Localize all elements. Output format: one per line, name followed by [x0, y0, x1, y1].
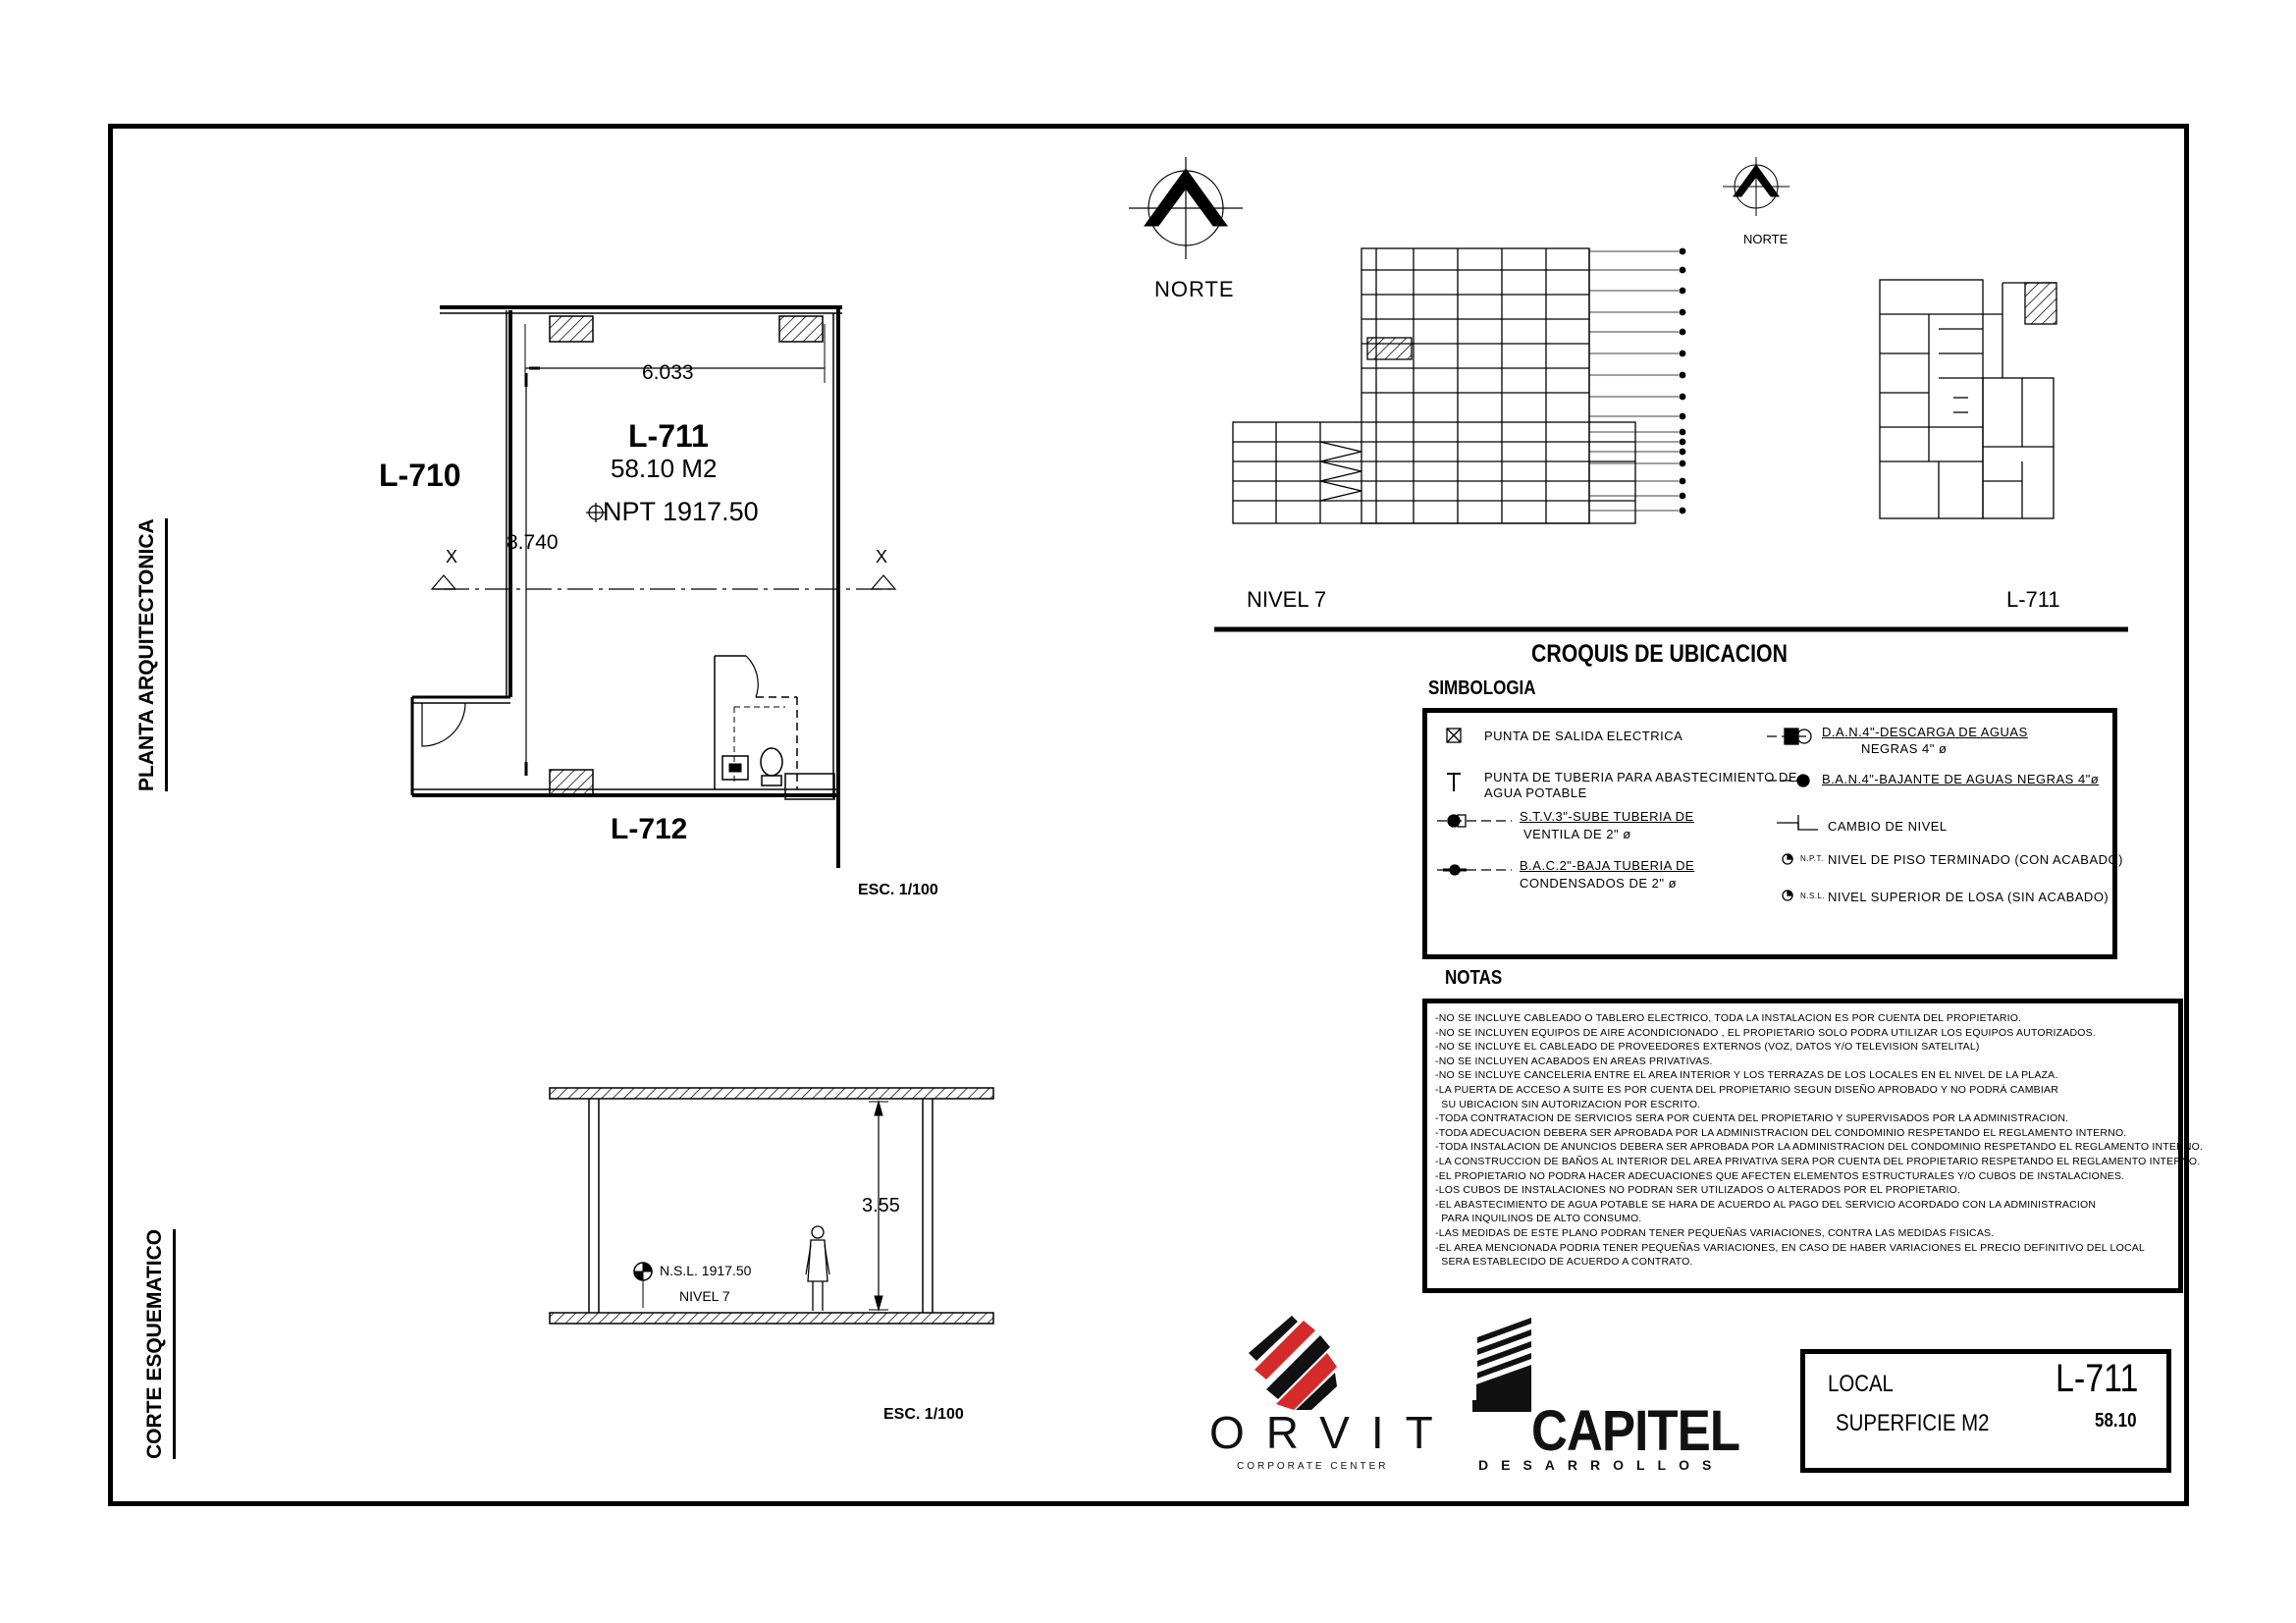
orvit-name: ORVIT: [1209, 1407, 1455, 1458]
note-line: -EL PROPIETARIO NO PODRA HACER ADECUACIONES QUE AFECTEN ELEMENTOS ESTRUCTURALES Y/O CUBOS DE INSTALACIONES.: [1435, 1169, 2125, 1182]
npt-label: NPT 1917.50: [603, 497, 759, 526]
north-label-1: NORTE: [1154, 277, 1235, 301]
local-label: LOCAL: [1828, 1371, 1894, 1397]
symbology-title: SIMBOLOGIA: [1428, 677, 1536, 699]
plan-side-title: PLANTA ARQUITECTONICA: [135, 518, 168, 791]
symbol-ban: B.A.N.4"-BAJANTE DE AGUAS NEGRAS 4"ø: [1822, 772, 2100, 786]
note-line: -NO SE INCLUYEN EQUIPOS DE AIRE ACONDICIONADO , EL PROPIETARIO SOLO PODRA UTILIZAR LOS EQUIPOS AUTORIZADOS.: [1435, 1026, 2096, 1039]
symbol-stv-1: S.T.V.3"-SUBE TUBERIA DE: [1520, 809, 1694, 824]
unit-label: L-711: [628, 418, 709, 454]
notes-list: [1435, 1011, 2204, 1270]
note-line: -LAS MEDIDAS DE ESTE PLANO PODRAN TENER PEQUEÑAS VARIACIONES, CONTRA LAS MEDIDAS FISICAS.: [1435, 1226, 1995, 1239]
capitel-tagline: DESARROLLOS: [1478, 1457, 1725, 1473]
notes-title: NOTAS: [1445, 967, 1503, 989]
symbol-bac-1: B.A.C.2"-BAJA TUBERIA DE: [1520, 858, 1695, 873]
symbol-npt: NIVEL DE PISO TERMINADO (CON ACABADO): [1828, 852, 2123, 867]
symbol-electric: PUNTA DE SALIDA ELECTRICA: [1484, 729, 1683, 743]
section-height-dim: 3.55: [862, 1195, 900, 1217]
note-line: SU UBICACION SIN AUTORIZACION POR ESCRITO.: [1435, 1098, 1701, 1110]
section-scale: ESC. 1/100: [883, 1406, 964, 1423]
note-line: -TODA CONTRATACION DE SERVICIOS SERA POR CUENTA DEL PROPIETARIO Y SUPERVISADOS POR LA ADMINISTRACION.: [1435, 1112, 2069, 1125]
surface-value: 58.10: [2095, 1410, 2137, 1432]
floor-plan: [412, 307, 895, 868]
neighbor-left-label: L-710: [379, 458, 461, 493]
symbol-water-1: PUNTA DE TUBERIA PARA ABASTECIMIENTO DE: [1484, 770, 1798, 784]
surface-label: SUPERFICIE M2: [1836, 1410, 1990, 1436]
key-floor-plan: [1880, 280, 2056, 518]
dim-depth: 8.740: [507, 531, 559, 554]
note-line: -NO SE INCLUYEN ACABADOS EN AREAS PRIVATIVAS.: [1435, 1055, 1713, 1067]
level-caption: NIVEL 7: [1247, 587, 1327, 612]
north-arrow-2: [1723, 157, 1789, 216]
capitel-name: CAPITEL: [1531, 1399, 1740, 1463]
symbol-level-change: CAMBIO DE NIVEL: [1828, 819, 1948, 834]
local-value: L-711: [2056, 1357, 2139, 1400]
symbol-stv-2: VENTILA DE 2" ø: [1523, 827, 1631, 841]
section-mark-right: X: [876, 547, 888, 567]
location-title: CROQUIS DE UBICACION: [1531, 640, 1788, 668]
symbol-nsl-tag: N.S.L.: [1800, 892, 1826, 900]
section-mark-left: X: [446, 547, 458, 567]
north-arrow-1: [1129, 157, 1243, 259]
section-side-title: CORTE ESQUEMATICO: [143, 1229, 176, 1459]
symbol-nsl: NIVEL SUPERIOR DE LOSA (SIN ACABADO): [1828, 890, 2109, 904]
symbol-dan-2: NEGRAS 4" ø: [1861, 741, 1948, 756]
dim-width: 6.033: [642, 361, 694, 384]
symbol-water-2: AGUA POTABLE: [1484, 785, 1587, 800]
note-line: PARA INQUILINOS DE ALTO CONSUMO.: [1435, 1213, 1642, 1225]
capitel-logo-mark: [1472, 1318, 1531, 1412]
section-nsl-label: N.S.L. 1917.50: [660, 1263, 752, 1278]
note-line: -LA PUERTA DE ACCESO A SUITE ES POR CUENTA DEL PROPIETARIO SEGUN DISEÑO APROBADO Y NO PODRÁ CAMBIAR: [1435, 1083, 2058, 1096]
orvit-tagline: CORPORATE CENTER: [1237, 1461, 1389, 1472]
note-line: -LOS CUBOS DE INSTALACIONES NO PODRAN SER UTILIZADOS O ALTERADOS POR EL PROPIETARIO.: [1435, 1184, 1961, 1197]
building-elevation: [1233, 248, 1685, 523]
neighbor-bottom-label: L-712: [611, 813, 688, 845]
note-line: -EL AREA MENCIONADA PODRIA TENER PEQUEÑAS VARIACIONES, EN CASO DE HABER VARIACIONES EL PRECIO DEFINITIVO DEL LOCAL: [1435, 1241, 2145, 1254]
plan-scale: ESC. 1/100: [858, 882, 938, 898]
note-line: -TODA ADECUACION DEBERA SER APROBADA POR LA ADMINISTRACION DEL CONDOMINIO RESPETANDO EL REGLAMENTO INTERNO.: [1435, 1126, 2127, 1139]
area-label: 58.10 M2: [611, 454, 718, 483]
schematic-section: [550, 1088, 993, 1324]
note-line: SERA ESTABLECIDO DE ACUERDO A CONTRATO.: [1435, 1256, 1693, 1269]
orvit-logo-mark: [1249, 1316, 1337, 1410]
north-label-2: NORTE: [1743, 232, 1789, 246]
unit-caption: L-711: [2006, 587, 2060, 612]
symbol-npt-tag: N.P.T.: [1800, 854, 1824, 863]
note-line: -LA CONSTRUCCION DE BAÑOS AL INTERIOR DEL AREA PRIVATIVA SERA POR CUENTA DEL PROPIETARIO RESPETANDO EL REGLAMENTO INTERNO.: [1435, 1155, 2201, 1167]
note-line: -TODA INSTALACION DE ANUNCIOS DEBERA SER APROBADA POR LA ADMINISTRACION DEL CONDOMINIO RESPETANDO EL REGLAMENTO INTERNO.: [1435, 1141, 2204, 1154]
note-line: -NO SE INCLUYE EL CABLEADO DE PROVEEDORES EXTERNOS (VOZ, DATOS Y/O TELEVISION SATELITAL): [1435, 1041, 1980, 1054]
note-line: -EL ABASTECIMIENTO DE AGUA POTABLE SE HARA DE ACUERDO AL PAGO DEL SERVICIO ACORDADO CON LA ADMINISTRACION: [1435, 1198, 2097, 1211]
note-line: -NO SE INCLUYE CANCELERIA ENTRE EL AREA INTERIOR Y LOS TERRAZAS DE LOS LOCALES EN EL NIVEL DE LA PLAZA.: [1435, 1069, 2058, 1082]
section-level-label: NIVEL 7: [679, 1288, 730, 1304]
note-line: -NO SE INCLUYE CABLEADO O TABLERO ELECTRICO, TODA LA INSTALACION ES POR CUENTA DEL PROPIETARIO.: [1435, 1012, 2022, 1024]
symbol-bac-2: CONDENSADOS DE 2" ø: [1520, 876, 1678, 891]
symbol-dan-1: D.A.N.4"-DESCARGA DE AGUAS: [1822, 725, 2028, 739]
